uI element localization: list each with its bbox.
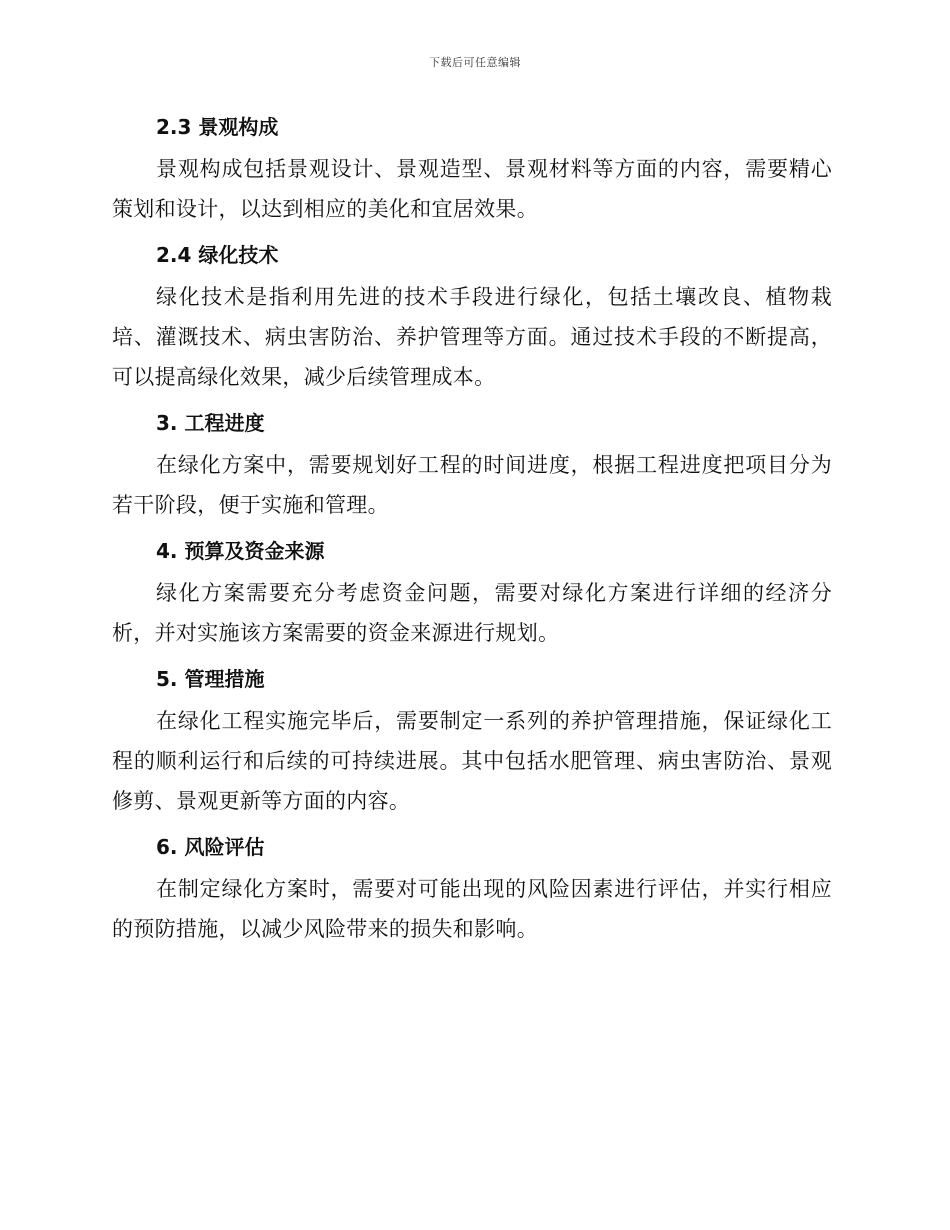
section-heading-2-3: 2.3 景观构成 — [156, 115, 279, 139]
section-heading-5: 5. 管理措施 — [156, 667, 265, 691]
section-paragraph-3: 在绿化方案中，需要规划好工程的时间进度，根据工程进度把项目分为若干阶段，便于实施和管理。 — [112, 453, 832, 517]
section-heading-3: 3. 工程进度 — [156, 411, 265, 435]
document-body — [112, 111, 832, 949]
section-paragraph-4: 绿化方案需要充分考虑资金问题，需要对绿化方案进行详细的经济分析，并对实施该方案需要的资金来源进行规划。 — [112, 581, 832, 645]
section-heading-2-4: 2.4 绿化技术 — [156, 243, 279, 267]
section-paragraph-2-4: 绿化技术是指利用先进的技术手段进行绿化，包括土壤改良、植物栽培、灌溉技术、病虫害防治、养护管理等方面。通过技术手段的不断提高，可以提高绿化效果，减少后续管理成本。 — [112, 285, 832, 389]
section-heading-4: 4. 预算及资金来源 — [156, 539, 325, 563]
page-header-note: 下载后可任意编辑 — [429, 56, 521, 69]
section-paragraph-6: 在制定绿化方案时，需要对可能出现的风险因素进行评估，并实行相应的预防措施，以减少风险带来的损失和影响。 — [112, 877, 832, 941]
section-paragraph-5: 在绿化工程实施完毕后，需要制定一系列的养护管理措施，保证绿化工程的顺利运行和后续的可持续进展。其中包括水肥管理、病虫害防治、景观修剪、景观更新等方面的内容。 — [112, 709, 832, 813]
section-heading-6: 6. 风险评估 — [156, 835, 265, 859]
section-paragraph-2-3: 景观构成包括景观设计、景观造型、景观材料等方面的内容，需要精心策划和设计，以达到相应的美化和宜居效果。 — [112, 157, 832, 221]
